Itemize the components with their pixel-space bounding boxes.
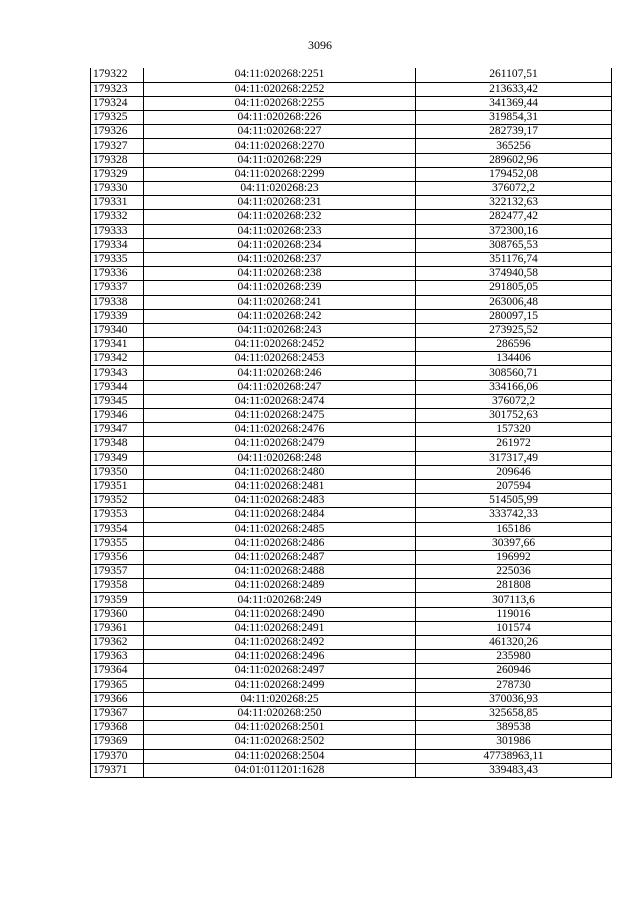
row-number-cell: 179362 [91,636,144,650]
cadastral-number-cell: 04:11:020268:2251 [144,68,416,82]
table-row [91,465,612,479]
cadastral-number-cell: 04:11:020268:2491 [144,621,416,635]
cadastral-number-cell: 04:11:020268:243 [144,323,416,337]
cadastral-number-cell: 04:11:020268:2452 [144,338,416,352]
table-row [91,167,612,181]
cadastral-value-cell: 461320,26 [416,636,612,650]
table-row [91,125,612,139]
cadastral-number-cell: 04:11:020268:2483 [144,494,416,508]
row-number-cell: 179364 [91,664,144,678]
table-row [91,607,612,621]
table-row [91,252,612,266]
cadastral-value-cell: 289602,96 [416,153,612,167]
table-row [91,267,612,281]
cadastral-number-cell: 04:11:020268:2504 [144,749,416,763]
cadastral-number-cell: 04:11:020268:2270 [144,139,416,153]
row-number-cell: 179343 [91,366,144,380]
row-number-cell: 179348 [91,437,144,451]
cadastral-value-cell: 165186 [416,522,612,536]
row-number-cell: 179357 [91,565,144,579]
row-number-cell: 179365 [91,678,144,692]
table-row [91,479,612,493]
cadastral-value-cell: 260946 [416,664,612,678]
cadastral-value-cell: 209646 [416,465,612,479]
row-number-cell: 179323 [91,82,144,96]
cadastral-number-cell: 04:11:020268:249 [144,593,416,607]
table-row [91,210,612,224]
cadastral-value-cell: 263006,48 [416,295,612,309]
table-row [91,409,612,423]
row-number-cell: 179358 [91,579,144,593]
cadastral-number-cell: 04:11:020268:23 [144,182,416,196]
table-row [91,111,612,125]
row-number-cell: 179344 [91,380,144,394]
row-number-cell: 179349 [91,451,144,465]
cadastral-value-cell: 334166,06 [416,380,612,394]
cadastral-value-cell: 319854,31 [416,111,612,125]
cadastral-value-cell: 261972 [416,437,612,451]
cadastral-value-cell: 196992 [416,550,612,564]
row-number-cell: 179338 [91,295,144,309]
cadastral-number-cell: 04:11:020268:2486 [144,536,416,550]
row-number-cell: 179333 [91,224,144,238]
row-number-cell: 179371 [91,763,144,777]
cadastral-number-cell: 04:11:020268:2502 [144,735,416,749]
cadastral-value-cell: 280097,15 [416,309,612,323]
cadastral-value-cell: 365256 [416,139,612,153]
cadastral-number-cell: 04:11:020268:2488 [144,565,416,579]
table-row [91,82,612,96]
table-row [91,636,612,650]
cadastral-number-cell: 04:11:020268:2487 [144,550,416,564]
table-row [91,366,612,380]
row-number-cell: 179353 [91,508,144,522]
cadastral-number-cell: 04:11:020268:2501 [144,721,416,735]
cadastral-number-cell: 04:11:020268:2453 [144,352,416,366]
cadastral-value-cell: 325658,85 [416,706,612,720]
table-row [91,139,612,153]
cadastral-number-cell: 04:11:020268:238 [144,267,416,281]
row-number-cell: 179361 [91,621,144,635]
cadastral-value-cell: 261107,51 [416,68,612,82]
cadastral-number-cell: 04:11:020268:237 [144,252,416,266]
cadastral-value-cell: 514505,99 [416,494,612,508]
row-number-cell: 179324 [91,96,144,110]
table-row [91,692,612,706]
row-number-cell: 179329 [91,167,144,181]
table-row [91,309,612,323]
cadastral-number-cell: 04:11:020268:2489 [144,579,416,593]
row-number-cell: 179370 [91,749,144,763]
table-row [91,323,612,337]
cadastral-number-cell: 04:11:020268:2480 [144,465,416,479]
cadastral-number-cell: 04:11:020268:2481 [144,479,416,493]
row-number-cell: 179367 [91,706,144,720]
row-number-cell: 179340 [91,323,144,337]
cadastral-value-cell: 281808 [416,579,612,593]
cadastral-value-cell: 291805,05 [416,281,612,295]
cadastral-number-cell: 04:11:020268:2485 [144,522,416,536]
cadastral-value-cell: 282477,42 [416,210,612,224]
row-number-cell: 179328 [91,153,144,167]
row-number-cell: 179327 [91,139,144,153]
cadastral-number-cell: 04:11:020268:2475 [144,409,416,423]
cadastral-value-cell: 333742,33 [416,508,612,522]
row-number-cell: 179363 [91,650,144,664]
cadastral-value-cell: 30397,66 [416,536,612,550]
table-row [91,196,612,210]
table-row [91,437,612,451]
cadastral-value-cell: 157320 [416,423,612,437]
cadastral-value-cell: 374940,58 [416,267,612,281]
cadastral-value-cell: 47738963,11 [416,749,612,763]
row-number-cell: 179337 [91,281,144,295]
cadastral-value-cell: 235980 [416,650,612,664]
cadastral-number-cell: 04:11:020268:229 [144,153,416,167]
table-row [91,579,612,593]
row-number-cell: 179360 [91,607,144,621]
cadastral-value-cell: 179452,08 [416,167,612,181]
cadastral-value-cell: 134406 [416,352,612,366]
cadastral-number-cell: 04:11:020268:2492 [144,636,416,650]
table-row [91,394,612,408]
cadastral-value-cell: 308765,53 [416,238,612,252]
table-row [91,423,612,437]
row-number-cell: 179352 [91,494,144,508]
table-row [91,650,612,664]
cadastral-number-cell: 04:11:020268:2252 [144,82,416,96]
row-number-cell: 179322 [91,68,144,82]
row-number-cell: 179351 [91,479,144,493]
cadastral-number-cell: 04:11:020268:2479 [144,437,416,451]
cadastral-number-cell: 04:11:020268:2255 [144,96,416,110]
cadastral-number-cell: 04:11:020268:2490 [144,607,416,621]
row-number-cell: 179359 [91,593,144,607]
row-number-cell: 179339 [91,309,144,323]
row-number-cell: 179350 [91,465,144,479]
row-number-cell: 179369 [91,735,144,749]
cadastral-value-cell: 213633,42 [416,82,612,96]
row-number-cell: 179355 [91,536,144,550]
cadastral-value-cell: 341369,44 [416,96,612,110]
cadastral-value-cell: 372300,16 [416,224,612,238]
cadastral-value-cell: 207594 [416,479,612,493]
cadastral-value-cell: 339483,43 [416,763,612,777]
cadastral-value-cell: 225036 [416,565,612,579]
table-row [91,352,612,366]
cadastral-value-cell: 301752,63 [416,409,612,423]
cadastral-value-cell: 389538 [416,721,612,735]
cadastral-number-cell: 04:11:020268:2476 [144,423,416,437]
table-row [91,238,612,252]
cadastral-value-cell: 101574 [416,621,612,635]
cadastral-number-cell: 04:11:020268:239 [144,281,416,295]
cadastral-number-cell: 04:11:020268:241 [144,295,416,309]
row-number-cell: 179326 [91,125,144,139]
row-number-cell: 179332 [91,210,144,224]
table-row [91,536,612,550]
table-row [91,706,612,720]
table-row [91,593,612,607]
cadastral-number-cell: 04:11:020268:246 [144,366,416,380]
cadastral-value-cell: 351176,74 [416,252,612,266]
cadastral-number-cell: 04:11:020268:2299 [144,167,416,181]
cadastral-number-cell: 04:11:020268:2497 [144,664,416,678]
table-row [91,451,612,465]
table-row [91,68,612,82]
row-number-cell: 179354 [91,522,144,536]
row-number-cell: 179346 [91,409,144,423]
cadastral-number-cell: 04:11:020268:232 [144,210,416,224]
cadastral-value-cell: 322132,63 [416,196,612,210]
table-row [91,508,612,522]
table-row [91,522,612,536]
row-number-cell: 179368 [91,721,144,735]
row-number-cell: 179356 [91,550,144,564]
cadastral-number-cell: 04:11:020268:2496 [144,650,416,664]
row-number-cell: 179341 [91,338,144,352]
cadastral-value-cell: 376072,2 [416,394,612,408]
cadastral-value-cell: 376072,2 [416,182,612,196]
table-row [91,565,612,579]
cadastral-number-cell: 04:11:020268:242 [144,309,416,323]
cadastral-value-cell: 370036,93 [416,692,612,706]
table-row [91,621,612,635]
table-row [91,721,612,735]
table-row [91,96,612,110]
table-row [91,763,612,777]
cadastral-number-cell: 04:11:020268:2484 [144,508,416,522]
cadastral-value-cell: 273925,52 [416,323,612,337]
row-number-cell: 179347 [91,423,144,437]
cadastral-number-cell: 04:11:020268:227 [144,125,416,139]
row-number-cell: 179325 [91,111,144,125]
table-row [91,295,612,309]
table-row [91,550,612,564]
row-number-cell: 179334 [91,238,144,252]
cadastral-number-cell: 04:11:020268:248 [144,451,416,465]
row-number-cell: 179331 [91,196,144,210]
table-row [91,281,612,295]
table-row [91,182,612,196]
registry-table [90,68,612,778]
cadastral-number-cell: 04:11:020268:231 [144,196,416,210]
cadastral-value-cell: 317317,49 [416,451,612,465]
cadastral-value-cell: 119016 [416,607,612,621]
registry-table-body [91,68,612,777]
table-row [91,664,612,678]
cadastral-number-cell: 04:11:020268:233 [144,224,416,238]
table-row [91,494,612,508]
cadastral-number-cell: 04:11:020268:226 [144,111,416,125]
row-number-cell: 179366 [91,692,144,706]
cadastral-number-cell: 04:11:020268:234 [144,238,416,252]
page-number: 3096 [308,38,332,52]
row-number-cell: 179336 [91,267,144,281]
cadastral-number-cell: 04:11:020268:247 [144,380,416,394]
table-row [91,749,612,763]
table-row [91,380,612,394]
row-number-cell: 179335 [91,252,144,266]
cadastral-value-cell: 286596 [416,338,612,352]
cadastral-value-cell: 278730 [416,678,612,692]
table-row [91,735,612,749]
cadastral-number-cell: 04:01:011201:1628 [144,763,416,777]
row-number-cell: 179330 [91,182,144,196]
cadastral-number-cell: 04:11:020268:2499 [144,678,416,692]
row-number-cell: 179345 [91,394,144,408]
cadastral-value-cell: 282739,17 [416,125,612,139]
table-row [91,224,612,238]
table-row [91,678,612,692]
cadastral-number-cell: 04:11:020268:2474 [144,394,416,408]
cadastral-value-cell: 301986 [416,735,612,749]
table-row [91,153,612,167]
row-number-cell: 179342 [91,352,144,366]
table-row [91,338,612,352]
cadastral-value-cell: 308560,71 [416,366,612,380]
cadastral-number-cell: 04:11:020268:25 [144,692,416,706]
cadastral-value-cell: 307113,6 [416,593,612,607]
cadastral-number-cell: 04:11:020268:250 [144,706,416,720]
